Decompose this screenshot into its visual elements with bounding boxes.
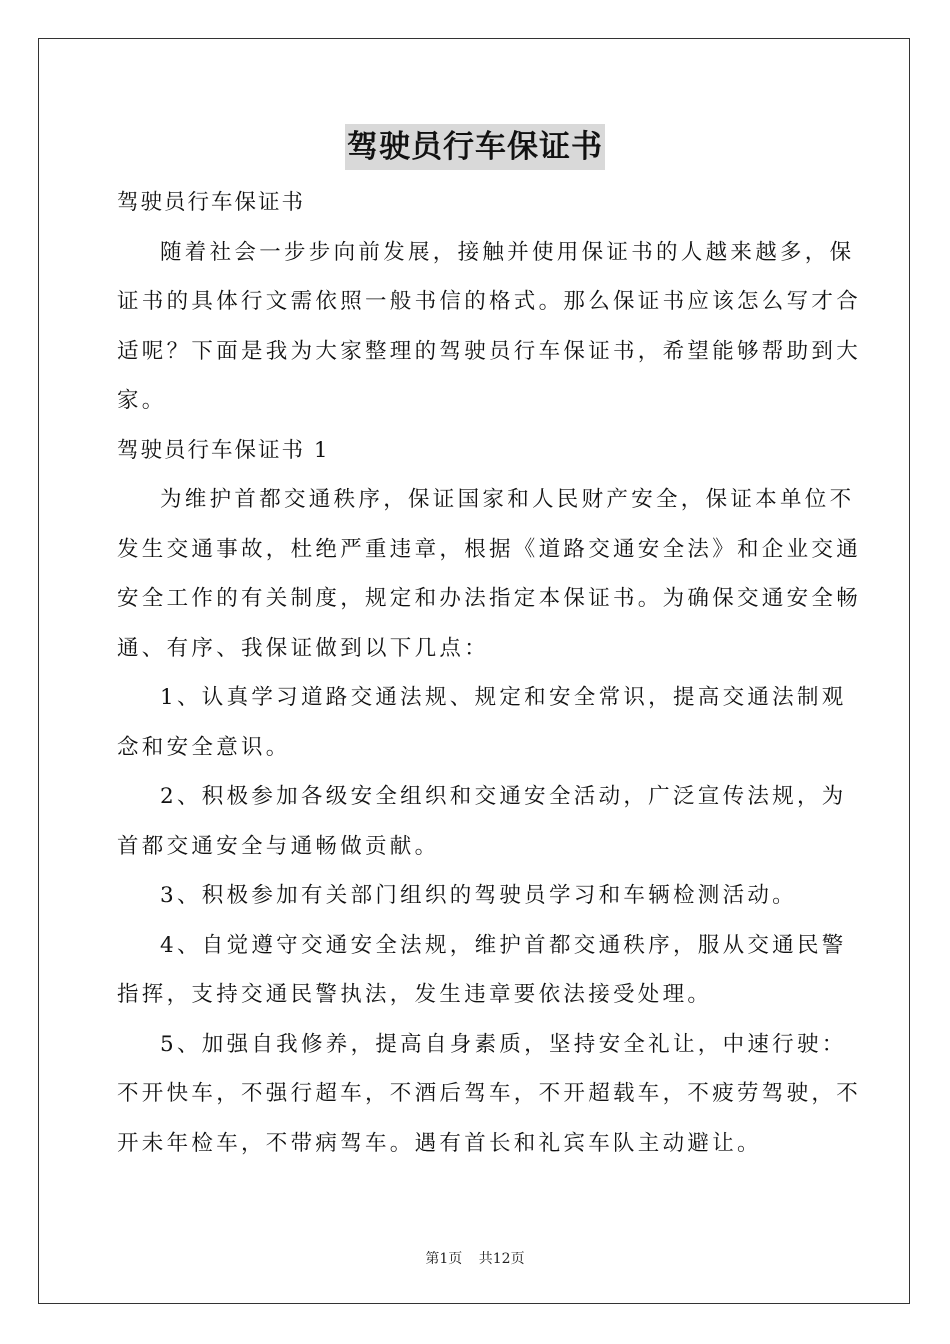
- text-line: 为维护首都交通秩序，保证国家和人民财产安全，保证本单位不: [160, 487, 855, 512]
- body-paragraph: [117, 1020, 862, 1169]
- text-line: 5、加强自我修养，提高自身素质，坚持安全礼让，中速行驶：: [160, 1031, 847, 1057]
- text-line: 驾驶员行车保证书: [117, 190, 306, 215]
- text-line: 驾驶员行车保证书 1: [117, 437, 330, 463]
- text-line: 随着社会一步步向前发展，接触并使用保证书的人越来越多，保: [160, 239, 855, 265]
- document-body: [117, 178, 862, 1168]
- body-paragraph: [117, 921, 847, 1020]
- body-paragraph: [117, 871, 835, 921]
- page-footer: [0, 1248, 950, 1268]
- section-subtitle: [117, 178, 835, 228]
- body-paragraph: [117, 475, 862, 673]
- section-subtitle: [117, 426, 835, 476]
- text-line: 1、认真学习道路交通法规、规定和安全常识，提高交通法制观: [160, 685, 847, 710]
- document-title: 驾驶员行车保证书: [345, 124, 605, 170]
- page-total: 共12页: [478, 1251, 525, 1267]
- text-line: 2、积极参加各级安全组织和交通安全活动，广泛宣传法规，为: [160, 784, 847, 809]
- body-paragraph: [117, 772, 847, 871]
- text-line: 指挥，支持交通民警执法，发生违章要依法接受处理。: [117, 982, 713, 1007]
- text-line: 证书的具体行文需依照一般书信的格式。那么保证书应该怎么写才合: [117, 289, 862, 314]
- text-line: 安全工作的有关制度，规定和办法指定本保证书。为确保交通安全畅: [117, 586, 862, 611]
- text-line: 不开快车，不强行超车，不酒后驾车，不开超载车，不疲劳驾驶，不: [117, 1081, 862, 1106]
- text-line: 适呢？下面是我为大家整理的驾驶员行车保证书，希望能够帮助到大: [117, 338, 862, 364]
- page-number: 第1页: [425, 1251, 463, 1267]
- text-line: 念和安全意识。: [117, 734, 291, 760]
- text-line: 开未年检车，不带病驾车。遇有首长和礼宾车队主动避让。: [117, 1130, 762, 1156]
- title-container: [0, 124, 950, 170]
- text-line: 4、自觉遵守交通安全法规，维护首都交通秩序，服从交通民警: [160, 932, 847, 958]
- text-line: 家。: [117, 388, 167, 413]
- body-paragraph: [117, 673, 847, 772]
- text-line: 通、有序、我保证做到以下几点：: [117, 635, 490, 661]
- text-line: 首都交通安全与通畅做贡献。: [117, 833, 440, 859]
- body-paragraph: [117, 228, 862, 426]
- text-line: 3、积极参加有关部门组织的驾驶员学习和车辆检测活动。: [160, 883, 797, 908]
- text-line: 发生交通事故，杜绝严重违章，根据《道路交通安全法》和企业交通: [117, 536, 862, 562]
